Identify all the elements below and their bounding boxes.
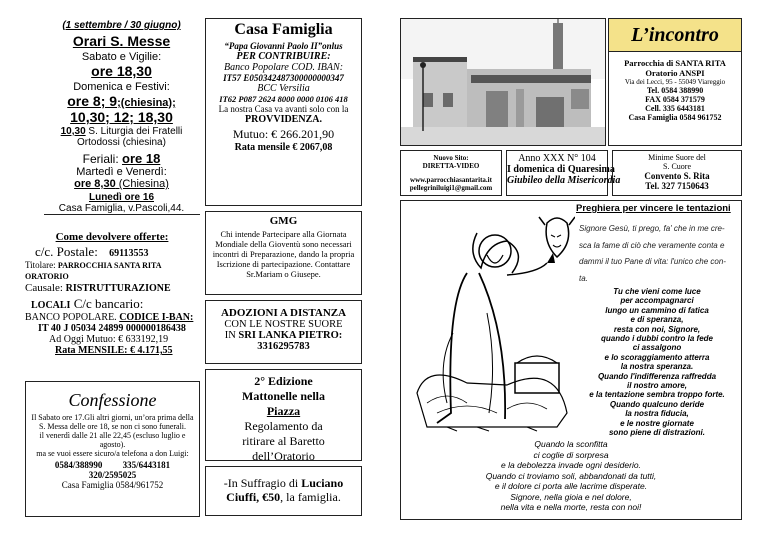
adoption-phone: 3316295783	[257, 341, 310, 352]
jesus-illustration	[407, 213, 575, 435]
suffragio-box	[205, 466, 362, 516]
parish-fax: FAX 0584 371579	[645, 95, 705, 104]
site-url: www.parrocchiasantarita.it	[410, 176, 492, 184]
confession-text2: il venerdì dalle 21 alle 22,45 (escluso luglio e agosto).	[39, 431, 186, 449]
prayer-bold-line: la nostra speranza.	[620, 362, 694, 372]
mattonelle-line2: Mattonelle nella	[242, 389, 325, 403]
prayer-intro	[579, 221, 739, 287]
header-box	[608, 18, 742, 146]
prayer-bold-line: ci assalgono	[632, 343, 682, 353]
prayer-bold-line: Quando l'indifferenza raffredda	[597, 371, 717, 381]
sunday-times-1: ore 8; 9;(chiesina);	[67, 93, 176, 109]
prayer-bold-line: la nostra fiducia,	[625, 409, 689, 419]
schedule-title: Orari S. Messe	[72, 33, 171, 49]
prayer-bold-line: e lo scoraggiamento atterra	[604, 352, 710, 362]
casa-iban2: IT62 P087 2624 8000 0000 0106 418	[219, 94, 348, 104]
parish-address: Via dei Lecci, 95 - 55049 Viareggio	[624, 78, 726, 86]
tuefri-time: ore 8,30 (Chiesina)	[74, 178, 169, 190]
parish-cell: Cell. 335 6443181	[645, 104, 705, 113]
prayer-bold	[571, 287, 743, 438]
prayer-closing-line: e il dolore ci porta alle lacrime disperate.	[494, 481, 648, 491]
schedule-period: (1 settembre / 30 giugno)	[62, 20, 181, 31]
site-email: pellegriniluigi1@gmail.com	[409, 184, 493, 192]
monthly-line: Rata MENSILE: € 4.171,55	[55, 345, 173, 356]
parish-casa: Casa Famiglia 0584 961752	[628, 113, 722, 122]
parish-tel: Tel. 0584 388990	[646, 86, 704, 95]
adoption-box	[205, 300, 362, 364]
adoption-line1: CON LE NOSTRE SUORE	[224, 319, 343, 330]
iban-line: BANCO POPOLARE. CODICE I-BAN:	[25, 312, 194, 323]
monday-place: Casa Famiglia, v.Pascoli,44.	[58, 203, 185, 214]
holder-line: Titolare: PARROCCHIA SANTA RITA ORATORIO	[25, 260, 162, 281]
prayer-intro-line: sca la fame di ciò che veramente conta e	[579, 240, 725, 250]
iban-number: IT 40 J 05034 24899 000000186438	[38, 323, 186, 334]
mattonelle-line1: 2° Edizione	[254, 374, 313, 388]
postal-line: c/c. Postale: 69113553	[35, 244, 149, 259]
monday-time: Lunedì ore 16	[88, 192, 154, 203]
site-box	[400, 150, 502, 196]
church-building-image	[401, 19, 605, 145]
sisters-line4: Tel. 327 7150643	[645, 181, 709, 191]
gmg-title: GMG	[269, 215, 298, 227]
site-diretta: DIRETTA-VIDEO	[422, 162, 480, 170]
issue-box	[506, 150, 621, 196]
liturgy-line: 10,30 S. Liturgia dei Fratelli	[60, 126, 183, 137]
prayer-bold-line: Quando qualcuno deride	[609, 399, 705, 409]
liturgy-line2: Ortodossi (chiesina)	[77, 137, 166, 148]
sisters-line3: Convento S. Rita	[644, 171, 710, 181]
prayer-bold-line: lungo un cammino di fatica	[605, 305, 709, 315]
prayer-bold-line: il nostro amore,	[626, 381, 687, 391]
prayer-bold-line: e la tentazione sembra troppo forte.	[589, 390, 725, 400]
adoption-line2: IN SRI LANKA PIETRO:	[224, 330, 343, 341]
mattonelle-line4: Regolamento da	[244, 419, 323, 433]
confession-phone3: 320/2595025	[88, 470, 137, 480]
mattonelle-line3: Piazza	[266, 404, 301, 418]
mattonelle-box	[205, 369, 362, 461]
sunday-label: Domenica e Festivi:	[73, 81, 170, 93]
prayer-intro-line: dammi il tuo Pane di vita: l'unico che con-	[579, 257, 726, 266]
confession-text3: ma se vuoi essere sicuro/a telefona a don Luigi:	[36, 449, 189, 458]
gmg-box	[205, 211, 362, 295]
prayer-bold-line: quando i dubbi contro la fede	[601, 334, 713, 344]
casa-text: La nostra Casa va avanti solo con la	[218, 104, 349, 114]
prayer-title: Preghiera per vincere le tentazioni	[576, 203, 731, 214]
prayer-closing-line: nella vita e nella morte, resta con noi!	[500, 502, 642, 512]
schedule-divider	[44, 214, 200, 215]
church-photo	[400, 18, 606, 146]
prayer-bold-line: Tu che vieni come luce	[613, 287, 701, 296]
sisters-box	[612, 150, 742, 196]
saturday-label: Sabato e Vigilie:	[81, 51, 162, 63]
prayer-closing-line: Signore, nella gioia e nel dolore,	[510, 491, 632, 502]
casa-providence: PROVVIDENZA.	[245, 114, 322, 125]
gmg-text: Chi intende Partecipare alla Giornata Mondiale della Gioventù sono necessari incontri di Preparazione, dando la propria Iscrizione di partecipazione. Contattare Sr.Mariam o Giusepe.	[212, 229, 355, 279]
casa-subtitle: “Papa Giovanni Paolo II”onlus	[224, 41, 343, 51]
issue-sunday: I domenica di Quaresima	[507, 164, 615, 175]
prayer-closing-line: ci coglie di sorpresa	[533, 449, 609, 460]
saturday-time: ore 18,30	[91, 63, 152, 79]
suffragio-text: -In Suffragio di Luciano Ciuffi, €50, la famiglia.	[223, 476, 344, 504]
bank-line: LOCALI C/c bancario:	[31, 296, 144, 311]
casa-bcc: BCC Versilia	[257, 83, 310, 94]
prayer-closing-line: e la debolezza invade ogni desiderio.	[501, 460, 641, 470]
prayer-bold-line: e le nostre giornate	[620, 418, 694, 428]
prayer-bold-line: resta con noi, Signore,	[613, 324, 701, 334]
confession-text1: Il Sabato ore 17.Gli altri giorni, un’ora prima della S. Messa delle ore 18, se non ci sono funerali.	[31, 413, 194, 431]
mortgage-line: Ad Oggi Mutuo: € 633192,19	[49, 334, 169, 345]
site-label: Nuovo Sito:	[433, 154, 469, 162]
mattonelle-line5: ritirare al Baretto	[242, 434, 325, 448]
weekday-line: Feriali: ore 18	[82, 151, 161, 166]
donations-title: Come devolvere offerte:	[55, 231, 169, 243]
prayer-closing	[451, 439, 691, 513]
issue-jubilee: Giubileo della Misericordia	[507, 175, 621, 186]
confession-title: Confessione	[68, 390, 157, 410]
prayer-closing-line: Quando la sconfitta	[534, 439, 608, 449]
casa-bank: Banco Popolare COD. IBAN:	[223, 62, 344, 73]
prayer-bold-line: per accompagnarci	[620, 296, 694, 306]
casa-famiglia-box	[205, 18, 362, 206]
prayer-intro-line: Signore Gesù, ti prego, fa' che in me cre-	[579, 224, 725, 233]
prayer-bold-line: e di speranza,	[630, 315, 684, 325]
casa-mortgage: Mutuo: € 266.201,90	[232, 127, 335, 141]
cause-line: Causale: RISTRUTTURAZIONE	[25, 282, 171, 294]
confession-phones: 0584/388990 335/6443181	[54, 460, 171, 470]
prayer-box	[400, 200, 742, 520]
prayer-bold-line: sono piene di distrazioni.	[608, 428, 705, 438]
casa-contribute: PER CONTRIBUIRE:	[236, 51, 331, 62]
confession-casa: Casa Famiglia 0584/961752	[61, 480, 164, 490]
sisters-line2: S. Cuore	[663, 162, 691, 171]
prayer-closing-line: Quando ci troviamo soli, abbandonati da tutti,	[485, 470, 657, 481]
parish-name: Parrocchia di SANTA RITA	[624, 58, 726, 68]
casa-title: Casa Famiglia	[234, 21, 333, 38]
mass-schedule-box	[44, 16, 199, 216]
casa-iban1: IT57 E050342487300000000347	[223, 73, 344, 83]
sunday-times-2: 10,30; 12; 18,30	[70, 109, 173, 125]
prayer-intro-line: ta.	[579, 273, 588, 283]
parish-oratory: Oratorio ANSPI	[645, 68, 705, 78]
sisters-line1: Minime Suore del	[648, 153, 706, 162]
casa-monthly: Rata mensile € 2067,08	[234, 142, 333, 153]
mattonelle-line6: dell’Oratorio	[252, 449, 315, 463]
tuefri-label: Martedì e Venerdì:	[76, 166, 167, 178]
adoption-title: ADOZIONI A DISTANZA	[220, 307, 347, 319]
confession-box	[25, 381, 200, 517]
donations-box	[25, 223, 199, 365]
issue-number: Anno XXX N° 104	[518, 153, 596, 164]
newsletter-title: L’incontro	[609, 19, 741, 52]
